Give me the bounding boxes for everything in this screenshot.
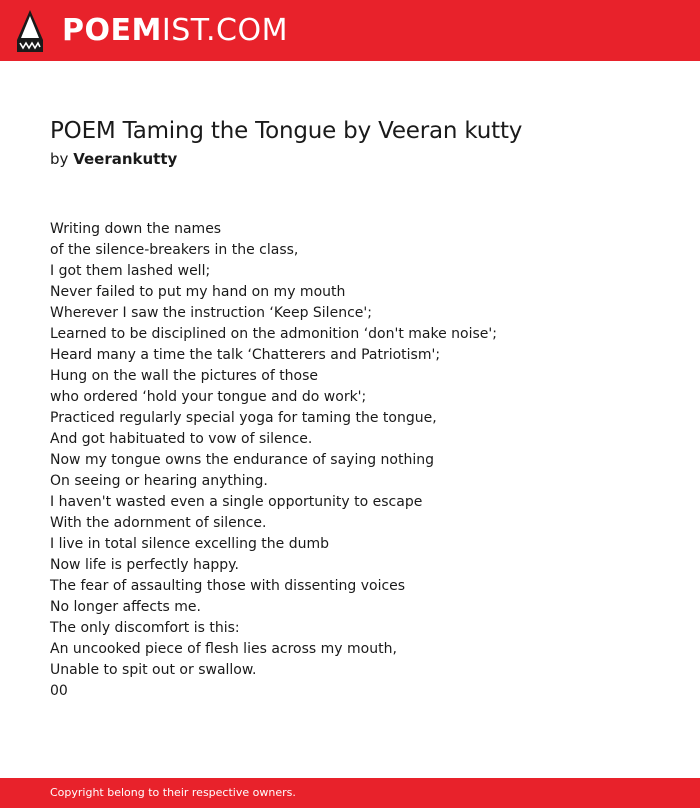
author-name: Veerankutty — [73, 150, 178, 168]
poem-line: Hung on the wall the pictures of those — [50, 368, 319, 384]
site-footer — [0, 778, 700, 808]
poem-line: With the adornment of silence. — [50, 515, 267, 531]
by-label: by — [50, 150, 69, 168]
poem-line: Heard many a time the talk ‘Chatterers and Patriotism'; — [50, 347, 441, 363]
poem-line: Never failed to put my hand on my mouth — [50, 284, 346, 300]
logo-bold-text: POEM — [62, 13, 162, 48]
poem-line: The only discomfort is this: — [50, 620, 240, 636]
poem-body — [50, 219, 670, 702]
poem-line: Learned to be disciplined on the admonition ‘don't make noise'; — [50, 326, 497, 342]
poem-line: Now life is perfectly happy. — [50, 557, 239, 573]
pen-nib-icon — [17, 10, 43, 52]
poem-line: I live in total silence excelling the dumb — [50, 536, 330, 552]
poem-line: I got them lashed well; — [50, 263, 211, 279]
poem-line: And got habituated to vow of silence. — [50, 431, 313, 447]
poem-line: No longer affects me. — [50, 599, 201, 615]
poem-line: The fear of assaulting those with dissenting voices — [50, 578, 406, 594]
poem-line: An uncooked piece of flesh lies across my mouth, — [50, 641, 397, 657]
poem-line: of the silence-breakers in the class, — [50, 242, 299, 258]
poem-line: I haven't wasted even a single opportunity to escape — [50, 494, 423, 510]
logo-light-text: IST.COM — [161, 13, 288, 48]
poem-line: Practiced regularly special yoga for taming the tongue, — [50, 410, 437, 426]
poem-line: Unable to spit out or swallow. — [50, 662, 257, 678]
poem-line: 00 — [50, 683, 68, 699]
site-logo[interactable] — [62, 12, 288, 50]
poem-title: POEM Taming the Tongue by Veeran kutty — [50, 118, 523, 144]
byline — [50, 149, 177, 169]
poem-line: who ordered ‘hold your tongue and do work'; — [50, 389, 367, 405]
poem-line: On seeing or hearing anything. — [50, 473, 268, 489]
poem-line: Wherever I saw the instruction ‘Keep Silence'; — [50, 305, 372, 321]
copyright-text: Copyright belong to their respective owners. — [50, 786, 296, 799]
site-header — [0, 0, 700, 61]
poem-line: Writing down the names — [50, 221, 222, 237]
poem-line: Now my tongue owns the endurance of saying nothing — [50, 452, 434, 468]
